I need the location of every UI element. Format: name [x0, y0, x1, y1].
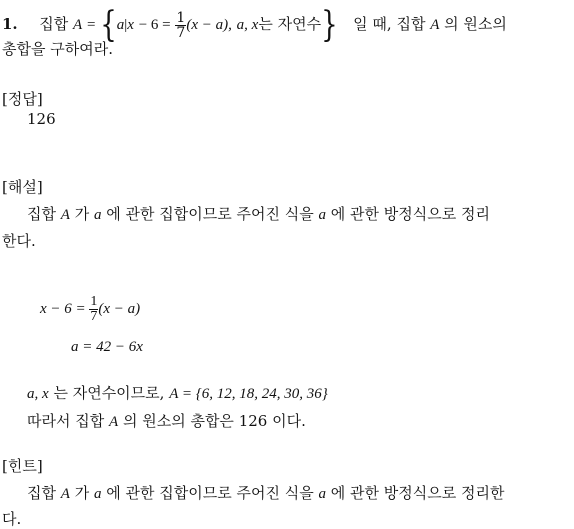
sol-text-b: 가 — [74, 205, 90, 223]
natural-text: 는 자연수 — [258, 15, 322, 33]
answer-value: 126 — [27, 110, 56, 128]
fraction — [175, 11, 186, 40]
rest-text: 의 원소의 — [444, 15, 507, 33]
sol-text-c: 에 관한 집합이므로 주어진 식을 — [106, 205, 314, 223]
sol-var-2: a — [318, 207, 327, 223]
answer-label: [정답] — [2, 90, 43, 108]
var-a: a — [116, 17, 125, 33]
vars: a, x — [236, 17, 259, 33]
hint-text-a: 집합 — [27, 484, 56, 502]
set-name-2: A — [430, 17, 440, 33]
sol-set: A — [60, 207, 70, 223]
equals: = — [86, 17, 96, 33]
problem-line-1 — [2, 4, 507, 46]
eq1-numerator: 1 — [90, 294, 98, 310]
solution-line-3 — [27, 382, 328, 403]
hint-line-2: 다. — [2, 510, 22, 528]
hint-var: a — [94, 486, 102, 502]
set-name: A — [73, 17, 83, 33]
when-text: 일 때, 집합 — [353, 15, 426, 33]
eq1-rhs: (x − a) — [98, 301, 141, 317]
hint-set: A — [60, 486, 70, 502]
left-brace: { — [100, 4, 117, 46]
sol-conclusion-a: 따라서 집합 — [27, 412, 105, 430]
eq1-denominator: 7 — [90, 309, 98, 325]
sol-text-d: 에 관한 방정식으로 정리 — [330, 205, 491, 223]
var-x: x — [127, 17, 134, 33]
hint-line-1 — [27, 482, 505, 503]
sol-text-a: 집합 — [27, 205, 56, 223]
expr: − 6 = — [138, 17, 171, 33]
solution-line-2: 한다. — [2, 232, 36, 250]
hint-text-c: 에 관한 집합이므로 주어진 식을 — [106, 484, 314, 502]
problem-line-2: 총합을 구하여라. — [2, 40, 113, 58]
solution-label: [해설] — [2, 178, 43, 196]
solution-line-1 — [27, 203, 490, 224]
right-brace: } — [321, 4, 338, 46]
eq1-lhs: x − 6 = — [40, 301, 86, 317]
sol-natural-text: 는 자연수이므로, — [53, 384, 165, 402]
hint-text-d: 에 관한 방정식으로 정리한 — [330, 484, 505, 502]
equation-1 — [40, 291, 140, 327]
sol-conclusion-set: A — [109, 414, 119, 430]
hint-text-b: 가 — [74, 484, 90, 502]
bar: | — [124, 17, 128, 33]
solution-line-4 — [27, 410, 306, 431]
frac-numerator: 1 — [176, 9, 186, 26]
frac-denominator: 7 — [176, 24, 186, 41]
sol-var: a — [94, 207, 102, 223]
equation-2: a = 42 − 6x — [71, 339, 143, 355]
hint-var-2: a — [318, 486, 327, 502]
problem-text: 집합 — [39, 15, 69, 33]
sol-conclusion-b: 의 원소의 총합은 126 이다. — [122, 412, 306, 430]
problem-number: 1. — [2, 15, 18, 33]
sol-vars: a, x — [27, 386, 49, 402]
hint-label: [힌트] — [2, 457, 43, 475]
expr-paren: (x − a), — [186, 17, 232, 33]
sol-set-result: A = {6, 12, 18, 24, 30, 36} — [169, 386, 328, 402]
